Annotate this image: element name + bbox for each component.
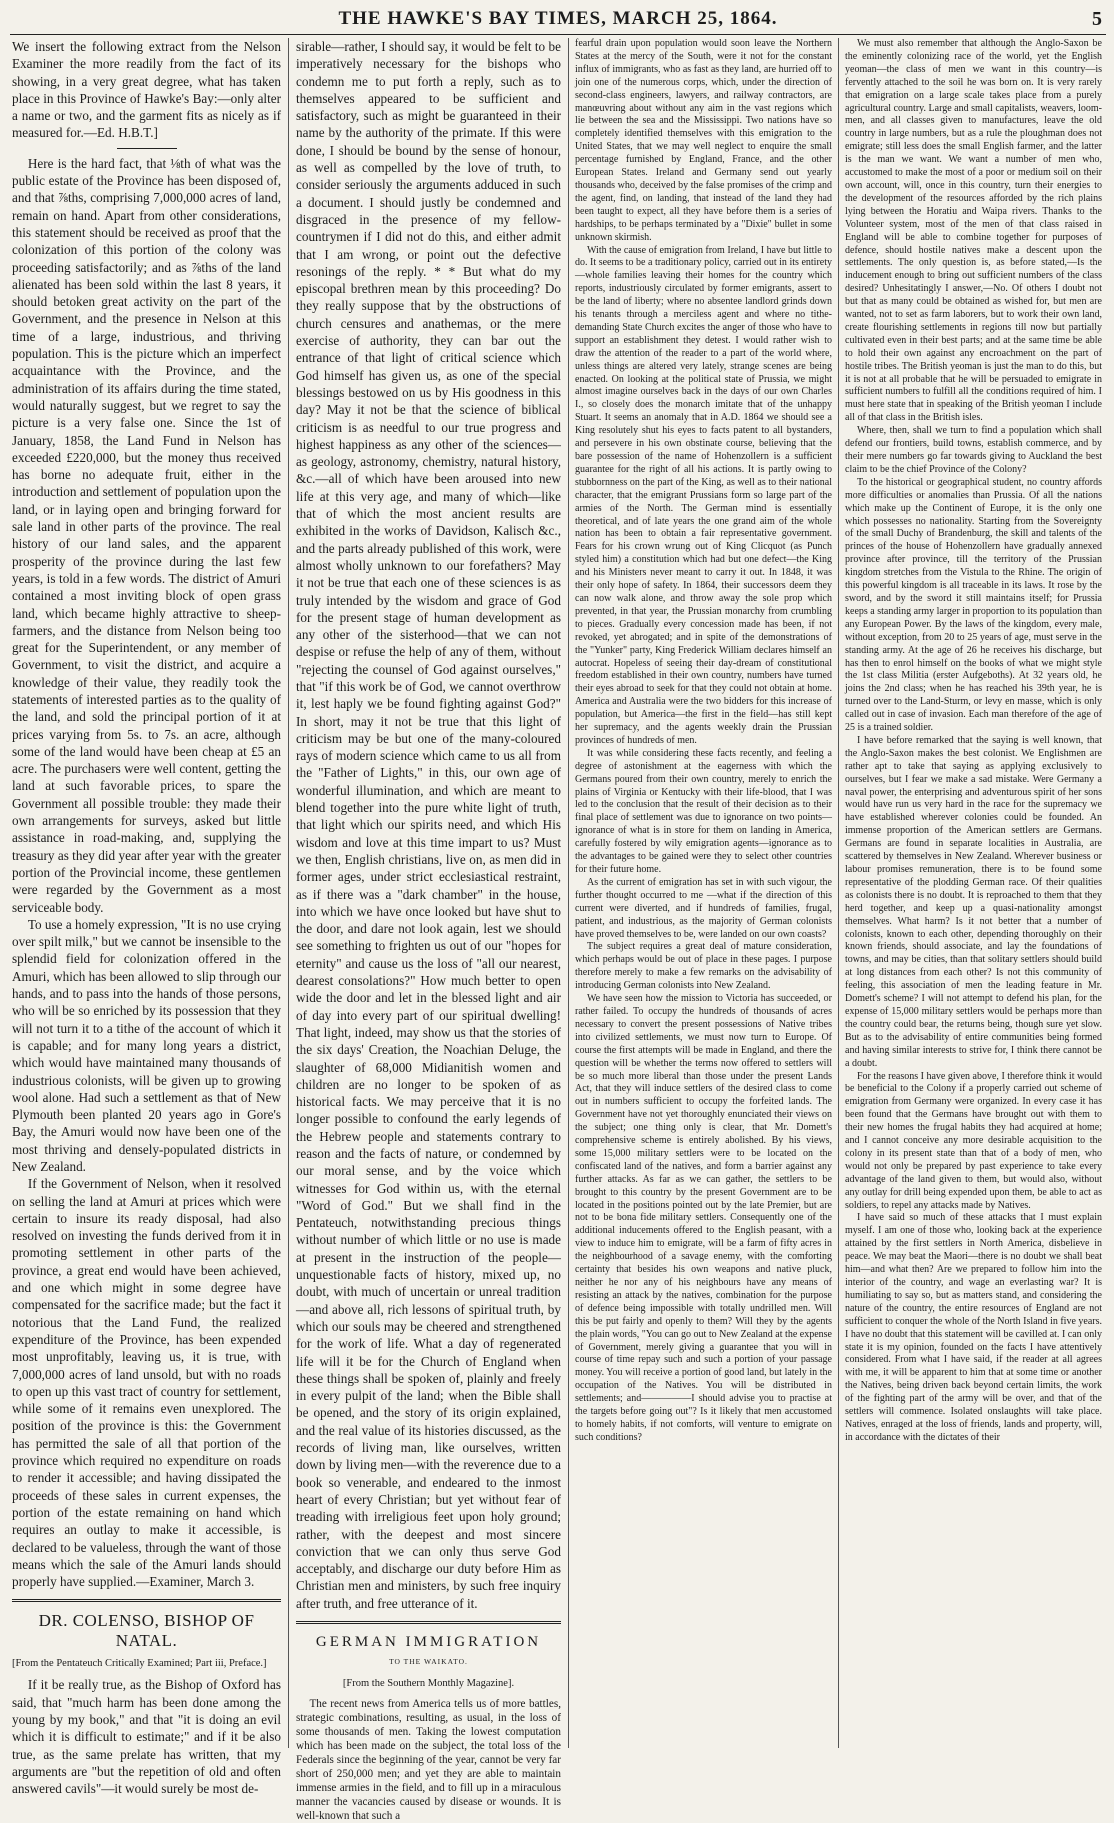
article-paragraph: To use a homely expression, "It is no use crying over spilt milk," but we cannot be insensible to the splendid field for colonization offered in the Amuri, which has been allowed to slip through our hands, and to pass into the hands of those persons, who will be so enriched by its possession that they will not turn it to a tithe of the account of which it is capable; and for many long years a district, which would have maintained many thousands of industrious colonists, will be given up to growing wool alone. Had such a settlement as that of New Plymouth been planted 20 years ago in Gore's Bay, the Amuri would now have been one of the most thriving and densely-populated districts in New Zealand. (12, 916, 281, 1174)
column-2 (288, 38, 568, 1822)
article-paragraph: To the historical or geographical student, no country affords more difficulties or anomalies than Prussia. Of all the nations which make up the Continent of Europe, it is the only one which possesses no nationality. Starting from the Sovereignty of the small Duchy of Brandenburg, the skill and talents of the princes of the house of Hohenzollern have gradually annexed province after province, till the territory of the Prussian kingdom stretches from the Vistula to the Rhine. The origin of this powerful kingdom is all traceable in its laws. It rose by the sword, and by the sword it still maintains itself; for Prussia keeps a standing army larger in proportion to its population than any European Power. By the laws of the kingdom, every male, without exception, from 20 to 25 years of age, must serve in the standing army. At the age of 26 he receives his discharge, but has then to enrol himself on the books of what we might style the 1st class Militia (erster Aufgeboths). At 32 years old, he joins the 2nd class; when he has reached his 39th year, he is turned over to the Land-Sturm, or levy en masse, which is only called out in case of invasion. Each man therefore of the age of 25 is a trained soldier. (845, 476, 1102, 734)
article-paragraph: With the cause of emigration from Ireland, I have but little to do. It seems to be a traditionary policy, carried out in its entirety—whole families leaving their homes for the country which reports, industriously circulated by former emigrants, assert to be the land of liberty; where no absentee landlord grinds down his tenants through a merciless agent and where no tithe-demanding State Church excites the anger of those who have to support an establishment they detest. I would rather wish to draw the attention of the reader to a part of the world where, unless things are altered very lately, strange scenes are being enacted. On looking at the political state of Prussia, we might almost imagine ourselves back in the days of our own Charles I., so closely does the monarch imitate that of the unhappy Stuart. It seems an anomaly that in A.D. 1864 we should see a King resolutely shut his eyes to facts patent to all bystanders, and persevere in his own obstinate course, believing that the bare possession of the name of Hohenzollern is a sufficient guarantee for the right of all his actions. It is partly owing to stubbornness on the part of the King, as well as to their national character, that the emigrant Prussians form so large part of the armies of the North. The German mind is essentially theoretical, and of late years the one grand aim of the whole nation has been to obtain a fair representative government. Fears for his crown wrung out of King Clicquot (as Punch styled him) a constitution which had but one defect—the King and his Ministers never meant to carry it out. In 1848, it was their only hope of safety. In 1864, their successors deem they can now walk alone, and throw away the sole prop which prevented, in that year, the Prussian monarchy from crumbling to pieces. Gradually every concession made has been, if not revoked, yet abrogated; and in spite of the demonstrations of the "Yunker" party, King Frederick William declares himself an autocrat. Hopeless of seeing their day-dream of constitutional freedom established in their own country, numbers have turned their eyes abroad to seek for that they could not obtain at home. America and Australia were the two bidders for this increase of population, but America—the first in the field—has still kept her supremacy, and the agents weekly drain the Prussian provinces of hundreds of men. (575, 244, 832, 746)
column-1 (10, 38, 288, 1797)
article-paragraph: The recent news from America tells us of more battles, strategic combinations, resulting, as usual, in the loss of some thousands of men. Taking the lowest computation which has been made on the subject, the total loss of the Federals since the beginning of the year, cannot be very far short of 250,000 men; and yet they are able to maintain immense armies in the field, and to fill up in a miraculous manner the vacancies caused by disease or wounds. It is well-known that such a (296, 1697, 561, 1822)
german-subheading: TO THE WAIKATO. (389, 1657, 468, 1667)
columns (10, 38, 1106, 1822)
divider (117, 148, 177, 149)
newspaper-title: THE HAWKE'S BAY TIMES, MARCH 25, 1864. (338, 8, 778, 29)
article-paragraph: We have seen how the mission to Victoria has succeeded, or rather failed. To occupy the hundreds of thousands of acres necessary to convert the present possessions of Native tribes into civilized settlements, we must now turn to Europe. Of course the first attempts will be made in England, and there the question will be whether the terms now offered to settlers will be so much more liberal than those under the present Lands Act, that they will induce settlers of the desired class to come out in numbers sufficient to occupy the forfeited lands. The Government have not yet thoroughly enunciated their views on the subject; one thing only is clear, that Mr. Domett's comprehensive scheme is entirely abolished. By his views, some 15,000 military settlers were to be located on the confiscated land of the natives, and form a barrier against any further attacks. As far as we can gather, the settlers to be brought to this country by the present Government are to be located in the positions pointed out by the late Premier, but are not to be bona fide military settlers. Consequently one of the additional inducements offered to the English peasant, with a view to induce him to emigrate, will be a farm of fifty acres in the neighbourhood of a savage enemy, with the comforting certainty that besides his own weapons and native pluck, neither he nor any of his neighbours have any means of resisting an attack by the natives, combination for the purpose of defence being impossible with totally undrilled men. Will this be put fairly and openly to them? Will they by the agents the plain words, "You can go out to New Zealand at the expense of Government, merely giving a guarantee that you will in course of time repay such and such a portion of your passage money. You will receive a portion of good land, but lately in the occupation of the Natives. You will be distributed in settlements; and—————I should advise you to practise at the targets before going out"? Is it likely that men accustomed to homely habits, if not comforts, will venture to emigrate on such conditions? (575, 993, 832, 1443)
article-paragraph: sirable—rather, I should say, it would be felt to be imperatively necessary for the bishops who condemn me to put forth a reply, such as to themselves appeared to be sufficient and satisfactory, such as might be guaranteed in their name by the authority of the primate. If this were done, I should be bound by the sense of honour, as well as compelled by the love of truth, to consider seriously the arguments adduced in such a document. I should justly be condemned and disgraced in the presence of my fellow-countrymen if I did not do this, and either admit that I am wrong, or point out the defective resonings of the reply. * * But what do my episcopal brethren mean by this proceeding? Do they really suppose that by the obstructions of church censures and anathemas, or the mere exercise of authority, they can bar out the entrance of that light of critical science which God himself has given us, as one of the special blessings bestowed on us by His goodness in this day? May it not be that the science of biblical criticism is as needful to our true progress and highest happiness as any other of the sciences—as geology, astronomy, chemistry, natural history, &c.—all of which have been aroused into new life at this very age, and many of which—like that of which the most ancient results are exhibited in the works of Davidson, Kalisch &c., and the parts already published of this work, were almost wholly unknown to our forefathers? May it not be true that each one of these sciences is as truly intended by the wisdom and grace of God for the present stage of human development as any other of the sisterhood—that we can not despise or refuse the help of any of them, without "rejecting the counsel of God against ourselves," that "if this work be of God, we cannot overthrow it, lest haply we be found fighting against God?" In short, may it not be true that this light of criticism may be but one of the many-coloured rays of modern science which came to us all from the "Father of Lights," in this, our own age of wonderful illumination, and which are meant to blend together into the pure white light of truth, that light which our spirits need, and which His wisdom and love at this time impart to us? Must we then, English christians, live on, as men did in former ages, under strict ecclesiastical restraint, as if there was a "dark chamber" in the house, into which we have once looked but have shut to the door, and dare not look again, lest we should see something to frighten us out of our "hopes for eternity" and cause us the loss of "all our nearest, dearest consolations?" How much better to open wide the door and let in the blessed light and air of day into every part of our spiritual dwelling! That light, indeed, may show us that the stories of the six days' Creation, the Noachian Deluge, the slaughter of 68,000 Midianitish women and children are no longer to be spoken of as historical facts. We may perceive that it is no longer possible to confound the early legends of the Hebrew people and statements contrary to reason and the facts of nature, or condemned by our moral sense, and by the voice which witnesses for God within us, with the eternal "Word of God." But we shall find in the Pentateuch, notwithstanding precious things without number of which little or no use is made at present in the instruction of the people—unquestionable facts of history, mixed up, no doubt, with much of uncertain or unreal tradition—and above all, rich lessons of spiritual truth, by which our souls may be cheered and strengthened for the work of life. What a day of regenerated life will it be for the Church of England when these things shall be spoken of, plainly and freely in every pulpit of the land; when the Bible shall be opened, and the story of its origin explained, and the real value of its histories discussed, as the records of living man, like ourselves, written down by living men—with the reverence due to a book so venerable, and endeared to the inmost heart of every Christian; but yet without fear of treading with irreligious feet upon holy ground; rather, with the deepest and most sincere conviction that we can only thus serve God acceptably, and discharge our duty before Him as Christian men and ministers, by such free inquiry after truth, and free utterance of it. (296, 39, 561, 1611)
article-paragraph: Here is the hard fact, that ⅛th of what was the public estate of the Province has been disposed of, and that ⅞ths, comprising 7,000,000 acres of land, remain on hand. Apart from other considerations, this statement should be received as proof that the colonization of this portion of the colony was proceeding satisfactorily; and as ⅞ths of the land alienated has been sold within the last 8 years, it should betoken great activity on the part of the Government, and the presence in Nelson at this time of a large, industrious, and thriving population. This is the picture which an imperfect acquaintance with the Province, and the administration of its affairs during the time stated, would naturally suggest, but we regret to say the picture is a very false one. Since the 1st of January, 1858, the Land Fund in Nelson has exceeded £220,000, but the money thus received has borne no adequate fruit, either in the introduction and settlement of population upon the land, or in laying open and bringing forward for sale land in other parts of the province. The real history of our land sales, and the apparent prosperity of the province during the last few years, is told in a few words. The district of Amuri contained a most inviting block of open grass land, which became highly attractive to sheep-farmers, and the distance from Nelson being too great for the Superintendent, or any member of Government, to visit the district, and acquire a knowledge of their value, they readily took the statements of interested parties as to the quality of the land, and sold the principal portion of it at prices varying from 5s. to 7s. an acre, although some of the land would have been cheap at £5 an acre. The purchasers were well content, getting the land at such favorable prices, to spare the Government all possible trouble: they made their own arrangements for surveys, asked but little assistance in road-making, and, supplying the treasury as they did year after year with the greater portion of the Provincial income, these gentlemen were regarded by the Government as a most serviceable body. (12, 155, 281, 915)
article-paragraph: As the current of emigration has set in with such vigour, the further thought occurred to me —what if the direction of this current were diverted, and if hundreds of families, frugal, patient, and industrious, as the majority of German colonists have proved themselves to be, were landed on our own coasts? (575, 876, 832, 940)
masthead (10, 4, 1106, 35)
article-paragraph: fearful drain upon population would soon leave the Northern States at the mercy of the South, were it not for the constant influx of immigrants, who as fast as they land, are hurried off to join one of the numerous corps, which, under the direction of second-class engineers, lawyers, and railway contractors, are manœuvring about without any aim in the vast regions which lie between the sea and the Mississippi. Two nations have so completely identified themselves with this emigration to the United States, that we may well neglect to enquire the small percentage furnished by England, France, and the other European States. Ireland and Germany send out yearly thousands who, deceived by the false promises of the crimp and the agent, find, on landing, that instead of the land they had been taught to expect, all they have before them is a series of hardships, to be perhaps terminated by a "Dixie" bullet in some unknown skirmish. (575, 38, 832, 243)
page-number: 5 (1092, 8, 1102, 30)
section-divider (12, 1599, 281, 1602)
article-paragraph: I have before remarked that the saying is well known, that the Anglo-Saxon makes the best colonist. We Englishmen are rather apt to take that saying as applying exclusively to ourselves, but I fear we make a sad mistake. Were Germany a naval power, the enterprising and adventurous spirit of her sons would have run us very hard in the race for the supremacy we have established wherever colonies could be founded. An immense proportion of the American settlers are Germans. Germans are found in separate localities in Australia, are scattered by themselves in New Zealand. Wherever business or labour promises remuneration, there is to be found some representative of the plodding German race. Of their qualities as colonists there is no doubt. It is reproached to them that they herd together, and keep up a quasi-nationality amongst themselves. What harm? Is it not better that a number of colonists, known to each other, depending thoroughly on their known friends, should associate, and lay the foundations of towns, and may be cities, than that solitary settlers should build at long distances from each other? Is not this community of feeling, this association of men the leading feature in Mr. Domett's scheme? I will not attempt to defend his plan, for the expense of 15,000 military settlers would be perhaps more than the country could bear, the returns being, though sure yet slow. But as to the advisability of entire communities being formed and having similar interests to strive for, I think there cannot be a doubt. (845, 734, 1102, 1069)
colenso-source: [From the Pentateuch Critically Examined; Part iii, Preface.] (12, 1658, 267, 1670)
column-4 (838, 38, 1106, 1748)
article-paragraph: Where, then, shall we turn to find a population which shall defend our frontiers, build towns, establish commerce, and by their mere numbers go far towards giving to Auckland the best claim to be the chief Province of the Colony? (845, 425, 1102, 475)
article-paragraph: If the Government of Nelson, when it resolved on selling the land at Amuri at prices which were certain to insure its ready disposal, had also resolved on investing the funds derived from it in promoting settlement in other parts of the province, a great end would have been achieved, and one which might in some degree have compensated for the sacrifice made; but the fact it notorious that the Land Fund, the realized expenditure of the Province, has been expended most unprofitably, leaving us, it is true, with 7,000,000 acres of land unsold, but with no roads to open up this vast tract of country for settlement, while some of it remains even unexplored. The position of the province is this: the Government has permitted the sale of all that portion of the province which required no expenditure on roads to render it accessible; and having dissipated the proceeds of these sales in current expenses, the portion of the estate remaining on hand which requires an outlay to make it accessible, is declared to be valueless, through the want of those means which the sale of the Amuri lands should properly have supplied.—Examiner, March 3. (12, 1176, 281, 1590)
editor-intro: We insert the following extract from the Nelson Examiner the more readily from the fact of its showing, in a very great degree, what has taken place in this Province of Hawke's Bay:—only alter a name or two, and the garment fits as nicely as if measured for.—Ed. H.B.T.] (12, 39, 281, 141)
column-3 (568, 38, 838, 1748)
german-headline: GERMAN IMMIGRATION (315, 1634, 542, 1651)
article-paragraph: For the reasons I have given above, I therefore think it would be beneficial to the Colony if a properly carried out scheme of emigration from Germany were organized. In every case it has been found that the Germans have brought out with them to their new homes the frugal habits they had acquired at home; and I cannot conceive any more desirable acquisition to the colony in its present state than that of a body of men, who would not only be prepared by past experience to take every advantage of the land given to them, but would also, without any outlay for drill being expended upon them, be able to act as soldiers, to repel any attacks made by Natives. (845, 1070, 1102, 1211)
colenso-headline: DR. COLENSO, BISHOP OF NATAL. (38, 1611, 255, 1651)
article-paragraph: It was while considering these facts recently, and feeling a degree of astonishment at the eagerness with which the Germans poured from their own country, merely to enrich the plains of Virginia or Kentucky with their life-blood, that I was led to the conclusion that the result of their decision as to their final place of settlement was due to ignorance on two points—ignorance of what is in store for them on landing in America, carefully fostered by wily emigration agents—ignorance as to the advantages to be gained were they to select other countries for their future home. (575, 747, 832, 875)
article-paragraph: I have said so much of these attacks that I must explain myself. I am one of those who, looking back at the experience attained by the first settlers in North America, disbelieve in peace. We may beat the Maori—there is no doubt we shall beat him—and what then? Are we prepared to follow him into the interior of the country, and wage an everlasting war? It is humiliating to say so, but as matters stand, and considering the nature of the country, the entire resources of England are not sufficient to conquer the whole of the North Island in five years. I have no doubt that this statement will be cavilled at. I can only state it is my opinion, founded on the facts I have attentively considered. From what I have said, if the reader at all agrees with me, it will be apparent to him that at some time or another the Natives, being driven back beyond certain limits, the work of the fighting part of the army will be over, and that of the settlers will commence. Isolated onslaughts will take place. Natives, enraged at the loss of friends, lands and property, will, in accordance with the dictates of their (845, 1212, 1102, 1443)
section-divider (296, 1621, 561, 1624)
german-source: [From the Southern Monthly Magazine]. (342, 1678, 515, 1690)
article-paragraph: If it be really true, as the Bishop of Oxford has said, that "much harm has been done among the young by my book," and that "it is doing an evil which it is difficult to estimate;" and if it be also true, as the same prelate has written, that my arguments are "but the repetition of old and often answered cavils"—it would surely be most de- (12, 1677, 281, 1797)
article-paragraph: The subject requires a great deal of mature consideration, which perhaps would be out of place in these pages. I purpose therefore merely to make a few remarks on the advisability of introducing German colonists into New Zealand. (575, 941, 832, 992)
article-paragraph: We must also remember that although the Anglo-Saxon be the eminently colonizing race of the world, yet the English yeoman—the class of men we want in this country—is fervently attached to the soil he was born on. It is very rarely that emigration on a large scale takes place from a purely agricultural country. Large and small capitalists, weavers, loom-men, and all classes given to manufactures, leave the old country in large numbers, but as a rule the ploughman does not emigrate; still less does the small English farmer, and the latter is the man we want. We want a number of men who, accustomed to make the most of a poor or medium soil on their own account, will, once in this country, turn their energies to the development of the resources afforded by the rich plains lying between the Horatiu and Waipa rivers. Thanks to the Volunteer system, most of the men of that class raised in England will be able to combine together for purposes of defence, should hostile natives make a descent upon the settlements. The only question is, as before stated,—Is the inducement enough to bring out sufficient numbers of the class desired? Unhesitatingly I answer,—No. Of others I doubt not but that as many could be obtained as wished for, but men are wanted, not to set as farm laborers, but to work their own land, create flourishing settlements in regions till now but partially cultivated even in their best parts; and at the same time be able to hold their own against any encroachment on the part of hostile tribes. The British yeoman is just the man to do this, but it is not at all probable that he will be persuaded to emigrate in sufficient numbers to fulfill all the conditions required of him. I must here state that in speaking of the British yeoman I include all of that class in the British isles. (845, 38, 1102, 424)
